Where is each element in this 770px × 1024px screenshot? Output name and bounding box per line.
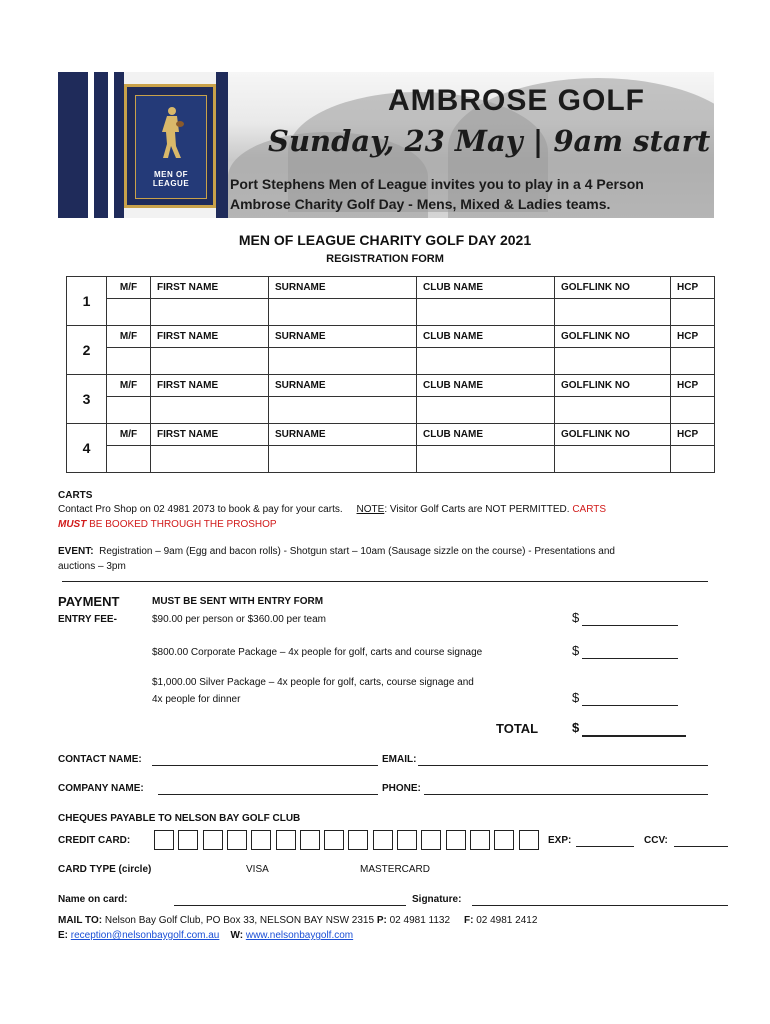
col-header-first-name: FIRST NAME xyxy=(151,277,269,299)
surname-input[interactable] xyxy=(269,397,417,424)
dollar-sign: $ xyxy=(572,720,580,735)
table-header-row xyxy=(67,424,715,446)
phone-field[interactable] xyxy=(424,794,708,795)
email-footer-label: E: xyxy=(58,930,68,941)
player-number: 1 xyxy=(67,277,107,326)
col-header-golflink-no: GOLFLINK NO xyxy=(555,326,671,348)
surname-input[interactable] xyxy=(269,348,417,375)
form-title: MEN OF LEAGUE CHARITY GOLF DAY 2021 xyxy=(238,232,532,248)
fax-value: 02 4981 2412 xyxy=(476,915,538,926)
dollar-sign: $ xyxy=(572,690,580,705)
website-link[interactable]: www.nelsonbaygolf.com xyxy=(245,930,354,941)
surname-input[interactable] xyxy=(269,299,417,326)
badge-text: MEN OF LEAGUE xyxy=(152,170,190,188)
col-header-mf: M/F xyxy=(107,375,151,397)
col-header-club-name: CLUB NAME xyxy=(417,424,555,446)
entry-fee-option-1: $90.00 per person or $360.00 per team xyxy=(152,614,327,625)
form-subtitle: REGISTRATION FORM xyxy=(326,253,444,265)
payment-heading: PAYMENT xyxy=(58,594,120,609)
name-on-card-label: Name on card: xyxy=(58,894,128,905)
name-on-card-field[interactable] xyxy=(174,905,406,906)
contact-name-label: CONTACT NAME: xyxy=(58,754,142,765)
table-row xyxy=(67,446,715,473)
mail-to-address: Nelson Bay Golf Club, PO Box 33, NELSON BAY NSW 2315 xyxy=(104,915,375,926)
credit-card-digit-box[interactable] xyxy=(178,830,198,850)
col-header-hcp: HCP xyxy=(671,326,715,348)
card-type-mastercard[interactable]: MASTERCARD xyxy=(360,864,431,875)
contact-links-line xyxy=(58,930,353,941)
dollar-sign: $ xyxy=(572,610,580,625)
credit-card-digit-box[interactable] xyxy=(519,830,539,850)
table-header-row xyxy=(67,375,715,397)
col-header-mf: M/F xyxy=(107,326,151,348)
entry-fee-option-2: $800.00 Corporate Package – 4x people for golf, carts and course signage xyxy=(152,647,483,658)
card-type-label: CARD TYPE (circle) xyxy=(58,864,152,875)
col-header-surname: SURNAME xyxy=(269,424,417,446)
col-header-club-name: CLUB NAME xyxy=(417,277,555,299)
surname-input[interactable] xyxy=(269,446,417,473)
amount-field-1[interactable] xyxy=(582,625,678,626)
phone-label: PHONE: xyxy=(382,783,421,794)
email-label: EMAIL: xyxy=(382,754,417,765)
hcp-input[interactable] xyxy=(671,397,715,424)
mail-to-line xyxy=(58,915,537,926)
col-header-hcp: HCP xyxy=(671,277,715,299)
table-header-row xyxy=(67,326,715,348)
entry-fee-option-3: $1,000.00 Silver Package – 4x people for golf, carts, course signage and xyxy=(152,677,474,688)
col-header-surname: SURNAME xyxy=(269,277,417,299)
signature-label: Signature: xyxy=(412,894,462,905)
banner-stripe xyxy=(216,72,228,218)
mf-input[interactable] xyxy=(107,397,151,424)
first-name-input[interactable] xyxy=(151,397,269,424)
carts-must: MUST xyxy=(58,519,87,530)
card-type-visa[interactable]: VISA xyxy=(246,864,269,875)
banner-invite-line-2: Ambrose Charity Golf Day - Mens, Mixed & Ladies teams. xyxy=(230,196,611,212)
credit-card-digit-box[interactable] xyxy=(251,830,271,850)
event-line-1 xyxy=(58,546,615,557)
phone-footer-value: 02 4981 1132 xyxy=(389,915,451,926)
rugby-player-icon xyxy=(158,106,184,160)
carts-warning-text: BE BOOKED THROUGH THE PROSHOP xyxy=(89,519,277,530)
col-header-golflink-no: GOLFLINK NO xyxy=(555,375,671,397)
dollar-sign: $ xyxy=(572,643,580,658)
amount-field-2[interactable] xyxy=(582,658,678,659)
credit-card-digit-box[interactable] xyxy=(154,830,174,850)
banner-date: Sunday, 23 May | 9am start xyxy=(268,124,711,158)
banner-stripe xyxy=(94,72,108,218)
credit-card-digit-box[interactable] xyxy=(397,830,417,850)
club-name-input[interactable] xyxy=(417,299,555,326)
signature-field[interactable] xyxy=(472,905,728,906)
banner-stripe xyxy=(58,72,88,218)
col-header-hcp: HCP xyxy=(671,375,715,397)
first-name-input[interactable] xyxy=(151,299,269,326)
col-header-surname: SURNAME xyxy=(269,326,417,348)
col-header-club-name: CLUB NAME xyxy=(417,326,555,348)
credit-card-digit-box[interactable] xyxy=(276,830,296,850)
credit-card-digit-box[interactable] xyxy=(203,830,223,850)
col-header-golflink-no: GOLFLINK NO xyxy=(555,424,671,446)
credit-card-digit-box[interactable] xyxy=(421,830,441,850)
club-name-input[interactable] xyxy=(417,348,555,375)
credit-card-digit-box[interactable] xyxy=(470,830,490,850)
amount-field-3[interactable] xyxy=(582,705,678,706)
email-field[interactable] xyxy=(418,765,708,766)
contact-name-field[interactable] xyxy=(152,765,378,766)
registration-table xyxy=(66,276,715,473)
golflink-input[interactable] xyxy=(555,299,671,326)
table-row xyxy=(67,397,715,424)
credit-card-digit-box[interactable] xyxy=(494,830,514,850)
entry-fee-label: ENTRY FEE- xyxy=(58,614,117,625)
men-of-league-logo xyxy=(124,84,216,208)
total-amount-field[interactable] xyxy=(582,735,686,737)
payment-must-text: MUST BE SENT WITH ENTRY FORM xyxy=(152,596,324,607)
table-row xyxy=(67,299,715,326)
credit-card-digit-box[interactable] xyxy=(227,830,247,850)
carts-note-label: NOTE xyxy=(356,504,385,515)
carts-note-text: : Visitor Golf Carts are NOT PERMITTED. xyxy=(384,504,570,515)
phone-footer-label: P: xyxy=(376,915,387,926)
col-header-mf: M/F xyxy=(107,424,151,446)
website-label: W: xyxy=(230,930,244,941)
credit-card-digit-box[interactable] xyxy=(446,830,466,850)
banner-invite-line-1: Port Stephens Men of League invites you to play in a 4 Person xyxy=(230,176,644,192)
mf-input[interactable] xyxy=(107,446,151,473)
player-number: 3 xyxy=(67,375,107,424)
credit-card-label: CREDIT CARD: xyxy=(58,835,131,846)
credit-card-digit-box[interactable] xyxy=(348,830,368,850)
event-text-2: auctions – 3pm xyxy=(58,561,126,572)
credit-card-digit-box[interactable] xyxy=(324,830,344,850)
golflink-input[interactable] xyxy=(555,446,671,473)
divider xyxy=(62,581,708,582)
mf-input[interactable] xyxy=(107,299,151,326)
club-name-input[interactable] xyxy=(417,397,555,424)
company-name-label: COMPANY NAME: xyxy=(58,783,144,794)
carts-contact-text: Contact Pro Shop on 02 4981 2073 to book & pay for your carts. xyxy=(58,504,343,515)
credit-card-digit-box[interactable] xyxy=(300,830,320,850)
carts-heading: CARTS xyxy=(58,490,93,501)
carts-text xyxy=(58,504,606,515)
exp-field[interactable] xyxy=(576,846,634,847)
hcp-input[interactable] xyxy=(671,299,715,326)
cheques-payable-text: CHEQUES PAYABLE TO NELSON BAY GOLF CLUB xyxy=(58,813,301,824)
entry-fee-option-3-cont: 4x people for dinner xyxy=(152,694,241,705)
col-header-hcp: HCP xyxy=(671,424,715,446)
col-header-golflink-no: GOLFLINK NO xyxy=(555,277,671,299)
golflink-input[interactable] xyxy=(555,348,671,375)
ccv-label: CCV: xyxy=(644,835,668,846)
banner-stripe xyxy=(114,72,124,218)
banner-title: AMBROSE GOLF xyxy=(388,84,645,117)
hcp-input[interactable] xyxy=(671,446,715,473)
mf-input[interactable] xyxy=(107,348,151,375)
player-number: 2 xyxy=(67,326,107,375)
mail-to-label: MAIL TO: xyxy=(58,915,103,926)
golflink-input[interactable] xyxy=(555,397,671,424)
col-header-mf: M/F xyxy=(107,277,151,299)
col-header-first-name: FIRST NAME xyxy=(151,326,269,348)
first-name-input[interactable] xyxy=(151,446,269,473)
email-link[interactable]: reception@nelsonbaygolf.com.au xyxy=(70,930,220,941)
hcp-input[interactable] xyxy=(671,348,715,375)
carts-warning: CARTS xyxy=(572,504,607,515)
event-banner xyxy=(58,72,714,218)
table-row xyxy=(67,348,715,375)
fax-label: F: xyxy=(463,915,474,926)
col-header-first-name: FIRST NAME xyxy=(151,375,269,397)
company-name-field[interactable] xyxy=(158,794,378,795)
ccv-field[interactable] xyxy=(674,846,728,847)
total-label: TOTAL xyxy=(496,721,539,736)
carts-warning-line xyxy=(58,519,277,530)
col-header-surname: SURNAME xyxy=(269,375,417,397)
col-header-club-name: CLUB NAME xyxy=(417,375,555,397)
event-text-1: Registration – 9am (Egg and bacon rolls) - Shotgun start – 10am (Sausage sizzle on the course) - Presentations and xyxy=(99,546,615,557)
event-label: EVENT: xyxy=(58,546,94,557)
table-header-row xyxy=(67,277,715,299)
credit-card-digit-box[interactable] xyxy=(373,830,393,850)
player-number: 4 xyxy=(67,424,107,473)
first-name-input[interactable] xyxy=(151,348,269,375)
col-header-first-name: FIRST NAME xyxy=(151,424,269,446)
exp-label: EXP: xyxy=(548,835,572,846)
club-name-input[interactable] xyxy=(417,446,555,473)
